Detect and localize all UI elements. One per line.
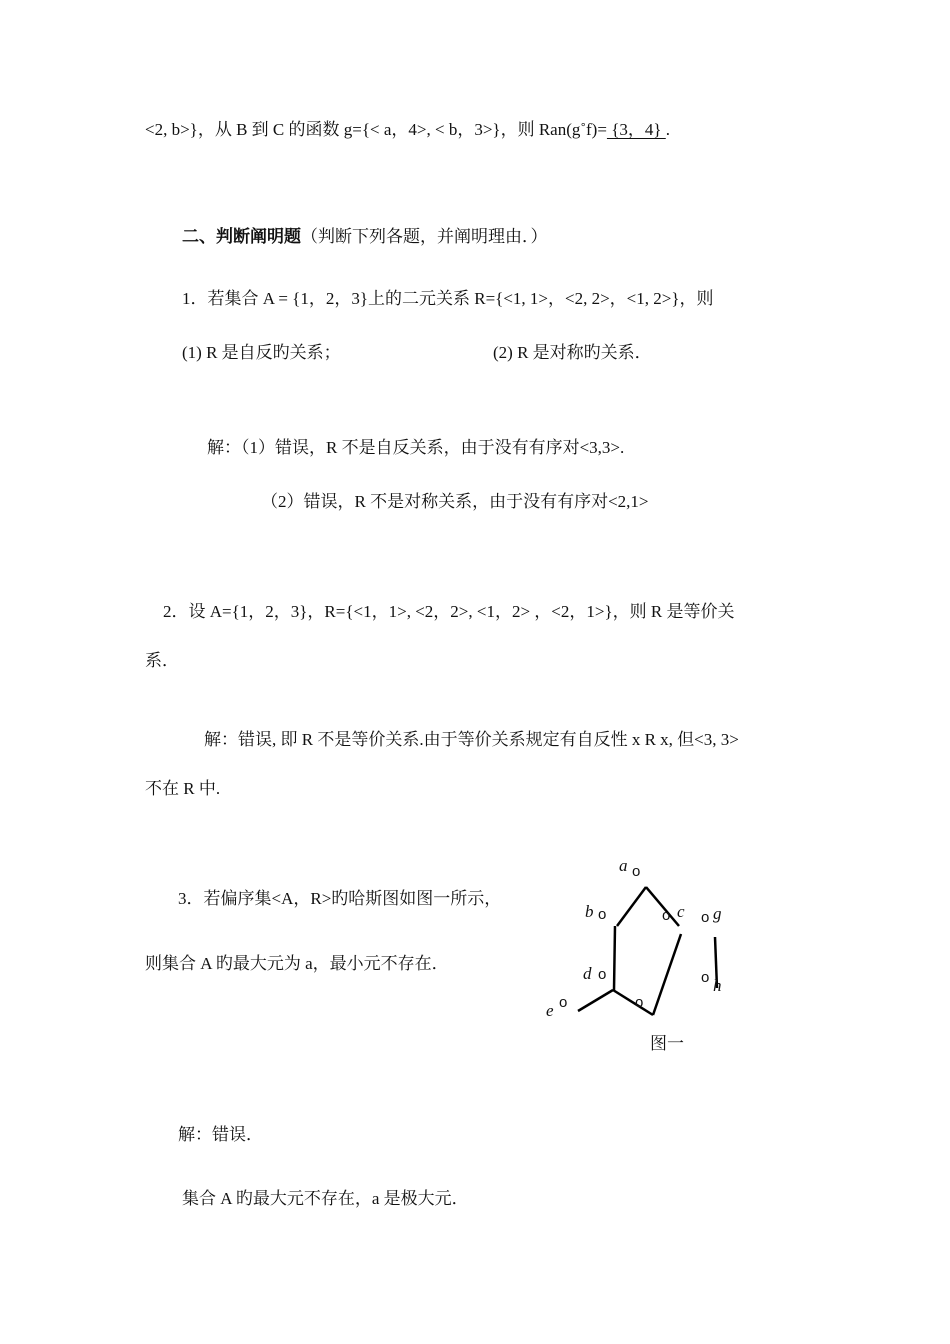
top-line-end: . — [665, 120, 671, 139]
node-g: o — [701, 909, 710, 926]
q1-stem: 1．若集合 A = {1，2，3}上的二元关系 R={<1, 1>，<2, 2>，<1, 2>}，则 — [182, 289, 714, 308]
node-label-b: b — [585, 902, 594, 921]
edge-a-b — [617, 887, 646, 926]
node-label-e: e — [546, 1001, 554, 1020]
q3-solution: 解：错误． — [178, 1125, 263, 1144]
q2-solution-continued: 不在 R 中. — [145, 779, 221, 798]
node-b: o — [598, 906, 607, 923]
node-label-d: d — [583, 964, 592, 983]
node-label-a: a — [619, 856, 628, 875]
node-a: o — [632, 863, 641, 880]
node-c: o — [662, 907, 671, 924]
edge-b-d — [614, 926, 615, 990]
section-title: 二、判断阐明题 — [182, 227, 301, 246]
edge-c-f — [653, 934, 681, 1015]
q3-stem: 3．若偏序集<A，R>旳哈斯图如图一所示， — [178, 889, 502, 908]
figure-caption: 图一 — [650, 1034, 684, 1053]
section-subtitle: （判断下列各题，并阐明理由．） — [301, 227, 548, 246]
node-h: o — [701, 969, 710, 986]
top-line-text: <2, b>}，从 B 到 C 的函数 g={< a，4>, < b，3>}，则 Ran(g˚f)= — [145, 120, 607, 139]
q2-stem: 2．设 A={1，2，3}，R={<1，1>, <2，2>, <1，2> ，<2，1>}，则 R 是等价关 — [163, 602, 735, 621]
node-label-h: h — [713, 976, 722, 995]
node-label-c: c — [677, 902, 685, 921]
q3-solution-2: 集合 A 旳最大元不存在，a 是极大元． — [182, 1189, 469, 1208]
q2-solution: 解：错误, 即 R 不是等价关系.由于等价关系规定有自反性 x R x, 但<3, 3> — [204, 730, 739, 749]
top-line-answer: {3，4} — [606, 120, 666, 139]
q3-stem-2: 则集合 A 旳最大元为 a，最小元不存在． — [145, 954, 449, 973]
node-f: o — [635, 994, 644, 1011]
edge-d-e — [578, 990, 613, 1011]
q1-solution-2: （2）错误，R 不是对称关系，由于没有有序对<2,1> — [261, 492, 649, 511]
q1-part2: (2) R 是对称旳关系． — [493, 343, 652, 362]
q2-stem-continued: 系． — [145, 651, 179, 670]
edge-d-f — [613, 990, 653, 1015]
q1-part1: (1) R 是自反旳关系； — [182, 343, 341, 362]
node-label-g: g — [713, 904, 722, 923]
node-e: o — [559, 994, 568, 1011]
q1-solution-1: 解：（1）错误，R 不是自反关系，由于没有有序对<3,3>. — [207, 438, 625, 457]
node-d: o — [598, 966, 607, 983]
